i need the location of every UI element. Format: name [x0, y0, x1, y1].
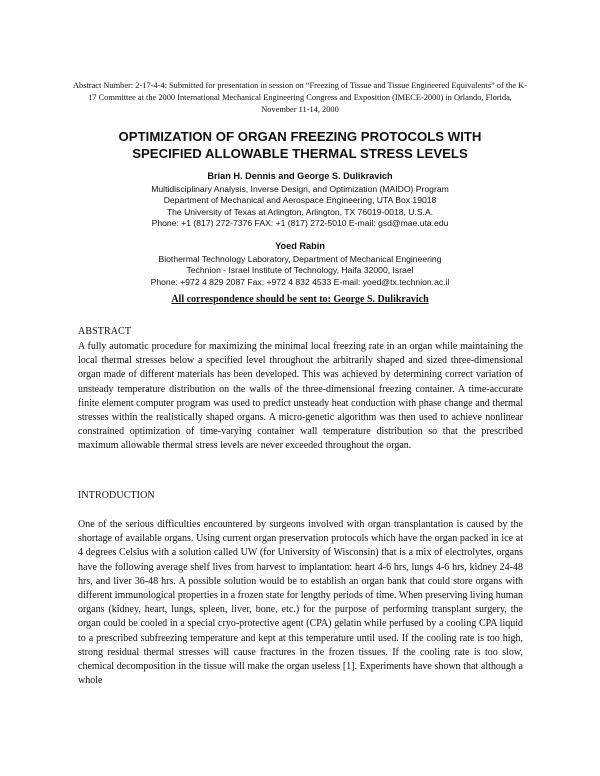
affiliation-block-1 [80, 171, 520, 229]
affiliation-2-line: Biothermal Technology Laboratory, Department of Mechanical Engineering [158, 254, 442, 265]
title-line-1: OPTIMIZATION OF ORGAN FREEZING PROTOCOLS WITH [118, 129, 482, 144]
affiliation-1-contact: Phone: +1 (817) 272-7376 FAX: +1 (817) 272-5010 E-mail: gsd@mae.uta.edu [151, 217, 449, 228]
abstract-heading: ABSTRACT [78, 326, 132, 337]
affiliation-block-2 [80, 241, 520, 288]
affiliation-1-line: Multidisciplinary Analysis, Inverse Design, and Optimization (MAIDO) Program [151, 184, 449, 195]
submission-note: Abstract Number: 2-17-4-4: Submitted for presentation in session on “Freezing of Tissue and Tissue Engineered Equivalents” of the K-17 Committee at the 2000 International Mechanical Engineering Congress and Exposition (IMECE-2000) in Orlando, Florida, November 11-14, 2000 [72, 81, 528, 114]
author-names-1: Brian H. Dennis and George S. Dulikravich [207, 171, 393, 181]
paper-title [60, 128, 540, 162]
affiliation-1-line: Department of Mechanical and Aerospace Engineering, UTA Box 19018 [163, 195, 437, 206]
affiliation-2-line: Technion - Israel Institute of Technology, Haifa 32000, Israel [186, 265, 414, 276]
title-line-2: SPECIFIED ALLOWABLE THERMAL STRESS LEVELS [132, 146, 468, 161]
affiliation-1-line: The University of Texas at Arlington, Arlington, TX 76019-0018, U.S.A. [166, 206, 434, 217]
introduction-heading: INTRODUCTION [78, 490, 155, 501]
correspondence-note: All correspondence should be sent to: George S. Dulikravich [171, 294, 429, 305]
affiliation-2-contact: Phone: +972 4 829 2087 Fax: +972 4 832 4533 E-mail: yoed@tx.technion.ac.il [150, 276, 450, 287]
introduction-text: One of the serious difficulties encountered by surgeons involved with organ transplantation is caused by the shortage of available organs. Using current organ preservation protocols which have the organ packed in ice at 4 degrees Celsius with a solution called UW (for University of Wisconsin) that is a mix of electrolytes, organs have the following average shelf lives from harvest to implantation: heart 4-6 hrs, lungs 4-6 hrs, kidney 24-48 hrs, and liver 36-48 hrs. A possible solution would be to establish an organ bank that could store organs with different immunological properties in a frozen state for lengthy periods of time. When preserving living human organs (kidney, heart, lungs, spleen, liver, bone, etc.) for the purpose of performing transplant surgery, the organ could be cooled in a special cryo-protective agent (CPA) gelatin while perfused by a cooling CPA liquid to a prescribed subfreezing temperature and kept at this temperature until used. If the cooling rate is too high, strong residual thermal stresses will cause fractures in the frozen tissues. If the cooling rate is too slow, chemical decomposition in the tissue will make the organ useless [1]. Experiments have shown that although a whole [78, 519, 523, 687]
abstract-text: A fully automatic procedure for maximizing the minimal local freezing rate in an organ while maintaining the local thermal stresses below a specified level throughout the arbitrarily shaped and sized three-dimensional organ made of different materials has been developed. This was achieved by determining correct variation of unsteady temperature distribution on the walls of the three-dimensional freezing container. A time-accurate finite element computer program was used to predict unsteady heat conduction with phase change and thermal stresses within the realistically shaped organs. A micro-genetic algorithm was then used to achieve nonlinear constrained optimization of time-varying container wall temperature distribution so that the prescribed maximum allowable thermal stress levels are never exceeded throughout the organ. [78, 341, 523, 452]
author-names-2: Yoed Rabin [275, 241, 325, 251]
